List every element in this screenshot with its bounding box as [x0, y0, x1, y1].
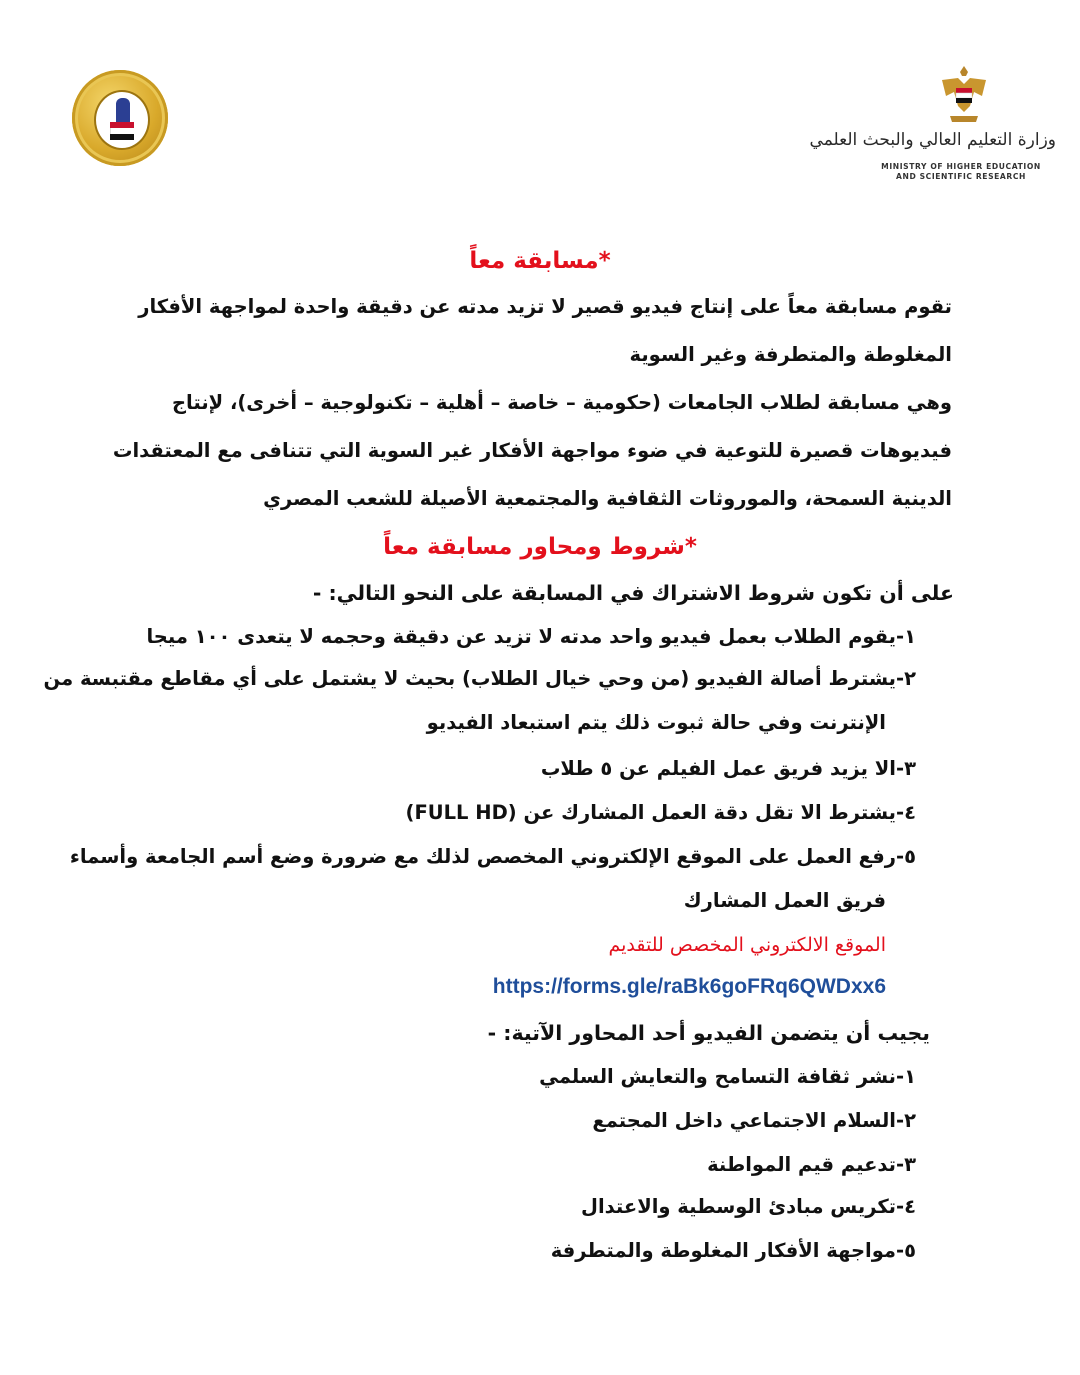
axis-2: [592, 1106, 916, 1136]
section3-intro: يجيب أن يتضمن الفيديو أحد المحاور الآتية: -: [487, 1021, 930, 1045]
axis-3-text: تدعيم قيم المواطنة: [707, 1153, 896, 1176]
seal-figure: [116, 98, 130, 124]
condition-1: [146, 622, 916, 652]
axis-2-number: ٢-: [896, 1109, 916, 1132]
axis-1: [539, 1062, 916, 1092]
condition-5-number: ٥-: [896, 845, 916, 868]
condition-4-text: يشترط الا تقل دقة العمل المشارك عن (FULL HD): [405, 801, 896, 824]
university-seal-icon: [72, 70, 168, 166]
axis-1-number: ١-: [896, 1065, 916, 1088]
section2-title: *شروط ومحاور مسابقة معاً: [383, 534, 697, 560]
axis-3-number: ٣-: [896, 1153, 916, 1176]
section2-intro: على أن تكون شروط الاشتراك في المسابقة على النحو التالي: -: [312, 581, 954, 605]
submission-site-link[interactable]: https://forms.gle/raBk6goFRq6QWDxx6: [492, 975, 886, 998]
condition-2-number: ٢-: [896, 667, 916, 690]
condition-2-line2: الإنترنت وفي حالة ثبوت ذلك يتم استبعاد الفيديو: [426, 711, 886, 734]
section1-para2-line3: الدينية السمحة، والموروثات الثقافية والمجتمعية الأصيلة للشعب المصري: [263, 487, 952, 510]
ministry-name-english-line2: AND SCIENTIFIC RESEARCH: [896, 172, 1026, 181]
condition-5: [70, 842, 916, 872]
axis-4: [581, 1192, 916, 1222]
ministry-name-arabic: وزارة التعليم العالي والبحث العلمي: [809, 130, 1056, 150]
ministry-name-english-line1: MINISTRY OF HIGHER EDUCATION: [881, 162, 1041, 171]
ministry-logo: [809, 62, 1056, 192]
condition-2-text: يشترط أصالة الفيديو (من وحي خيال الطلاب) بحيث لا يشتمل على أي مقاطع مقتبسة من: [43, 667, 896, 690]
egypt-eagle-emblem-icon: [936, 62, 992, 126]
axis-2-text: السلام الاجتماعي داخل المجتمع: [592, 1109, 896, 1132]
condition-1-number: ١-: [896, 625, 916, 648]
axis-5: [551, 1236, 916, 1266]
condition-3: [541, 754, 916, 784]
condition-3-text: الا يزيد فريق عمل الفيلم عن ٥ طلاب: [540, 757, 896, 780]
ministry-name-english: [866, 162, 1056, 182]
axis-4-number: ٤-: [896, 1195, 916, 1218]
section1-para2-line1: وهي مسابقة لطلاب الجامعات (حكومية – خاصة – أهلية – تكنولوجية – أخرى)، لإنتاج: [172, 391, 952, 414]
axis-1-text: نشر ثقافة التسامح والتعايش السلمي: [539, 1065, 896, 1088]
condition-5-text: رفع العمل على الموقع الإلكتروني المخصص لذلك مع ضرورة وضع أسم الجامعة وأسماء: [69, 845, 896, 868]
condition-5-line2: فريق العمل المشارك: [683, 889, 886, 912]
submission-site-label: الموقع الالكتروني المخصص للتقديم: [608, 934, 886, 956]
axis-3: [707, 1150, 916, 1180]
section1-para1-line1: تقوم مسابقة معاً على إنتاج فيديو قصير لا تزيد مدته عن دقيقة واحدة لمواجهة الأفكار: [138, 295, 952, 318]
axis-5-text: مواجهة الأفكار المغلوطة والمتطرفة: [550, 1239, 896, 1262]
condition-2: [44, 664, 916, 694]
condition-4-number: ٤-: [896, 801, 916, 824]
axis-5-number: ٥-: [896, 1239, 916, 1262]
seal-emblem: [94, 90, 150, 150]
condition-3-number: ٣-: [896, 757, 916, 780]
section1-title: *مسابقة معاً: [469, 248, 611, 274]
seal-flag-black: [110, 134, 134, 140]
section1-para2-line2: فيديوهات قصيرة للتوعية في ضوء مواجهة الأفكار غير السوية التي تتنافى مع المعتقدات: [112, 439, 952, 462]
condition-4: [406, 798, 916, 828]
section1-para1-line2: المغلوطة والمتطرفة وغير السوية: [629, 343, 952, 366]
condition-1-text: يقوم الطلاب بعمل فيديو واحد مدته لا تزيد عن دقيقة وحجمه لا يتعدى ١٠٠ ميجا: [146, 625, 896, 648]
axis-4-text: تكريس مبادئ الوسطية والاعتدال: [581, 1195, 896, 1218]
